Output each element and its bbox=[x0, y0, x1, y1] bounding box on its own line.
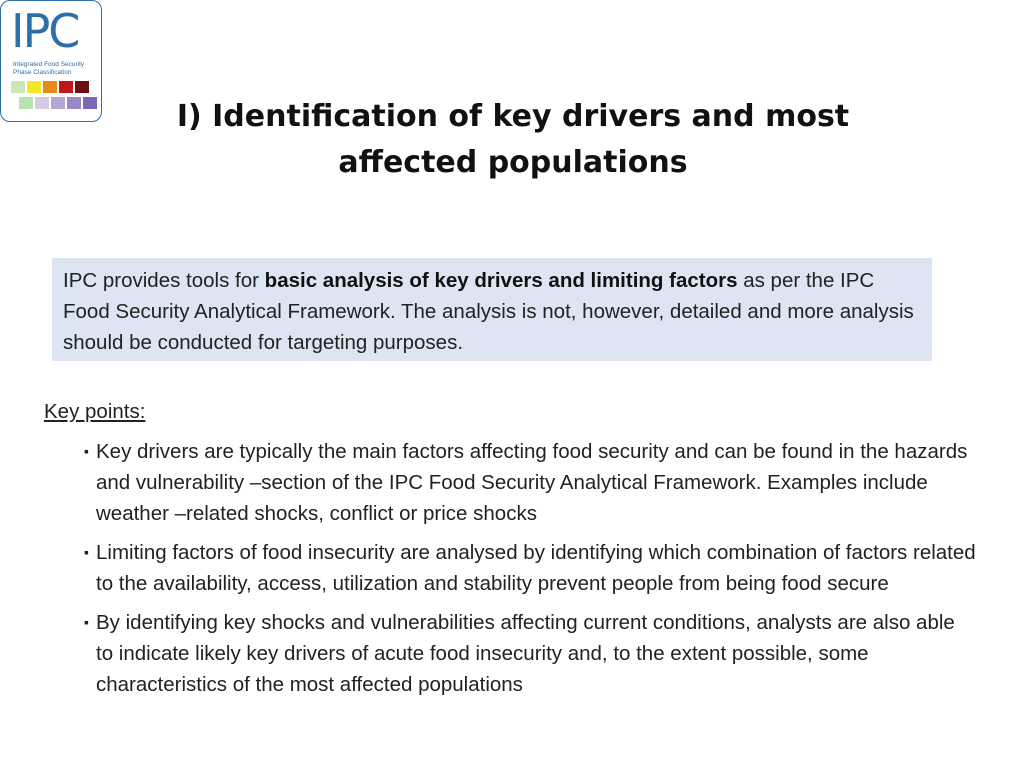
logo-swatch bbox=[43, 81, 57, 93]
bullet-icon: ▪ bbox=[84, 614, 89, 630]
slide-title-line2: affected populations bbox=[338, 145, 688, 180]
list-item bbox=[80, 436, 980, 529]
logo-swatch bbox=[11, 81, 25, 93]
logo-swatch bbox=[35, 97, 49, 109]
bullet-icon: ▪ bbox=[84, 544, 89, 560]
logo-swatch bbox=[83, 97, 97, 109]
list-item-text: By identifying key shocks and vulnerabilities affecting current conditions, analysts are also able to indicate likely key drivers of acute food insecurity and, to the extent possible, some characteristics of the most affected populations bbox=[96, 611, 955, 696]
list-item-text: Limiting factors of food insecurity are analysed by identifying which combination of factors related to the availability, access, utilization and stability prevent people from being food secure bbox=[96, 541, 976, 595]
logo-letters: IPC bbox=[11, 4, 79, 58]
slide-title-line1: I) Identification of key drivers and most bbox=[176, 99, 850, 134]
logo-subtitle-line1: Integrated Food Security bbox=[13, 61, 85, 68]
list-item bbox=[80, 537, 980, 599]
key-points-list bbox=[80, 436, 980, 708]
ipc-logo bbox=[0, 0, 102, 122]
logo-swatch bbox=[67, 97, 81, 109]
logo-subtitle-line2: Phase Classification bbox=[13, 69, 72, 76]
logo-swatch bbox=[27, 81, 41, 93]
logo-swatch bbox=[19, 97, 33, 109]
logo-swatch bbox=[59, 81, 73, 93]
list-item bbox=[80, 607, 980, 700]
info-box-prefix: IPC provides tools for bbox=[63, 269, 265, 292]
logo-swatch bbox=[51, 97, 65, 109]
logo-swatch bbox=[75, 81, 89, 93]
info-box-suffix: as per the IPC Food Security Analytical Framework. The analysis is not, however, detailed and more analysis should be conducted for targeting purposes. bbox=[63, 269, 914, 354]
key-points-heading: Key points: bbox=[44, 400, 146, 423]
slide-title bbox=[150, 94, 876, 186]
info-box bbox=[52, 258, 932, 361]
list-item-text: Key drivers are typically the main factors affecting food security and can be found in the hazards and vulnerability –section of the IPC Food Security Analytical Framework. Examples include weather –related shocks, conflict or price shocks bbox=[96, 440, 968, 525]
logo-subtitle bbox=[13, 61, 84, 77]
info-box-bold: basic analysis of key drivers and limiting factors bbox=[264, 269, 738, 292]
bullet-icon: ▪ bbox=[84, 443, 89, 459]
